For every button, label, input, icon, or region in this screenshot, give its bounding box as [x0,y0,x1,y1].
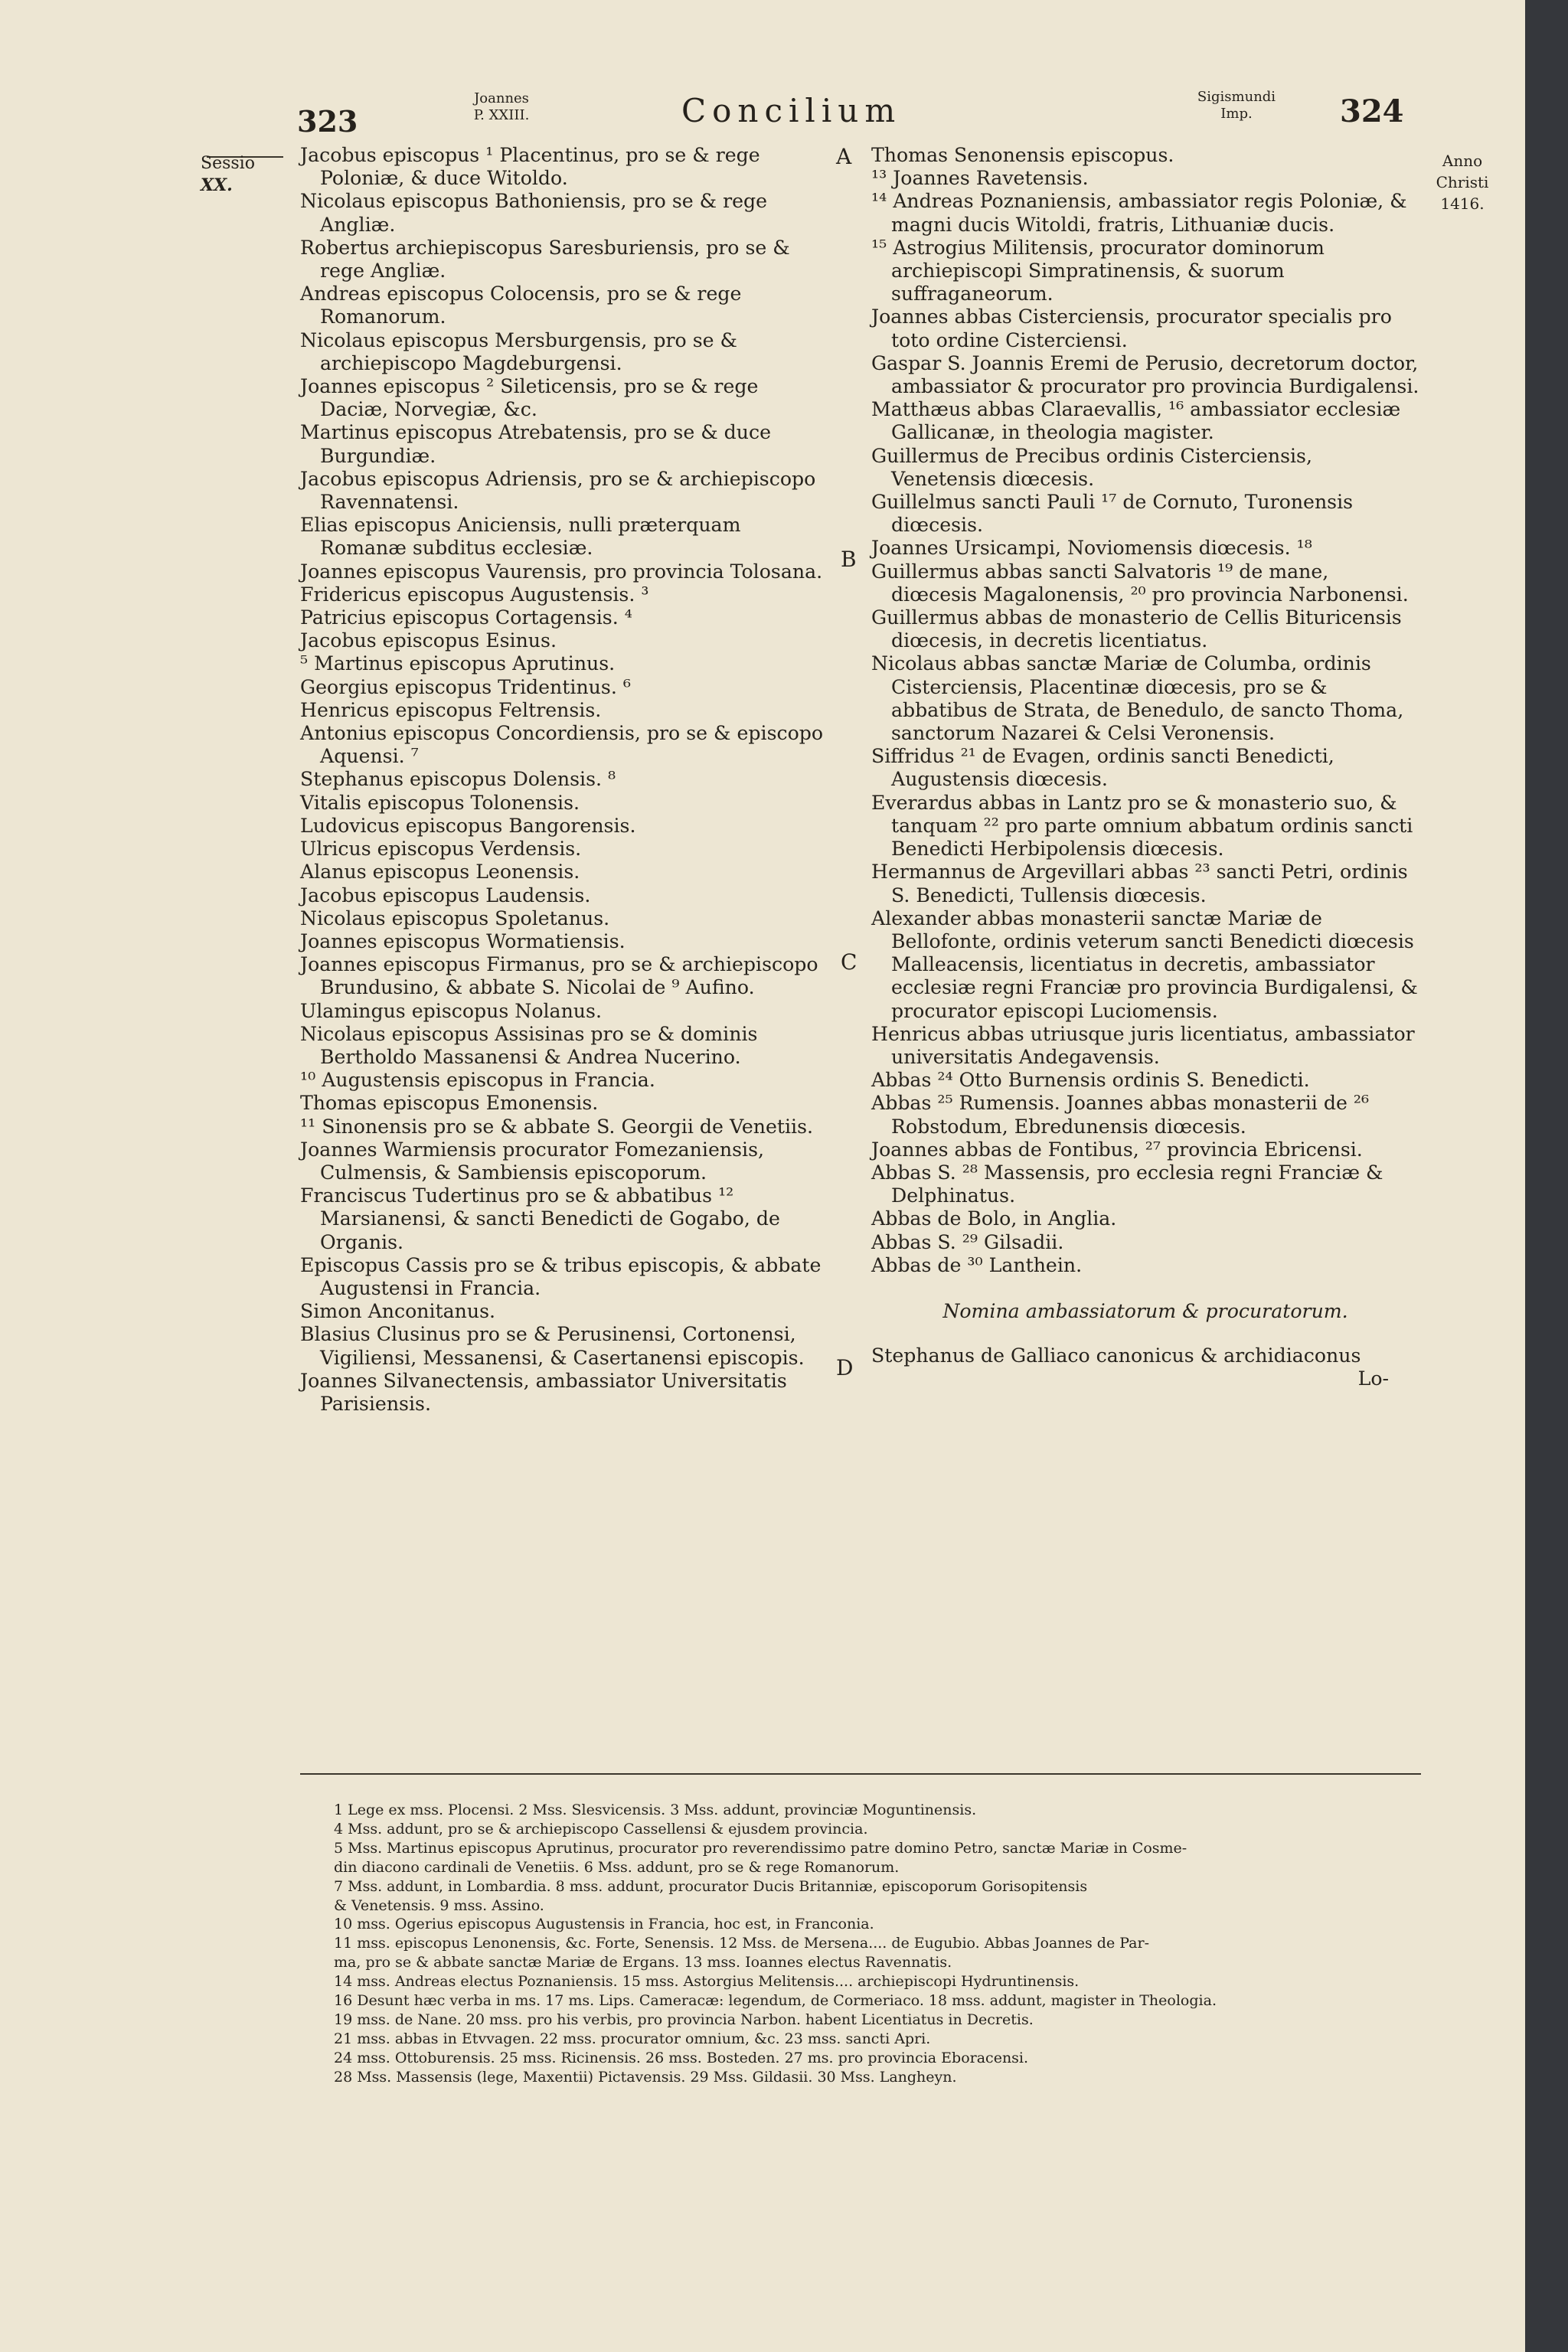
left-column [300,144,825,1416]
right-column [871,144,1419,1391]
left-entry: ¹¹ Sinonensis pro se & abbate S. Georgii de Venetiis. [300,1115,814,1138]
left-entry: Joannes Warmiensis procurator Fomezaniensis, Culmensis, & Sambiensis episcoporum. [300,1138,764,1184]
right-entry: Abbas de Bolo, in Anglia. [871,1207,1117,1230]
left-entry: Henricus episcopus Feltrensis. [300,698,602,721]
left-entry: Jacobus episcopus Adriensis, pro se & archiepiscopo Ravennatensi. [300,467,816,514]
running-title: Concilium [681,92,902,129]
right-entry: ¹³ Joannes Ravetensis. [871,167,1089,190]
right-tail-continuation: Lo- [1357,1367,1389,1390]
right-entry: Everardus abbas in Lantz pro se & monasterio suo, & tanquam ²² pro parte omnium abbatum ordinis sancti Benedicti Herbipolensis diœcesis. [871,791,1413,861]
anno-label: Anno [1442,152,1483,170]
right-entry: Alexander abbas monasterii sanctæ Mariæ de Bellofonte, ordinis veterum sancti Benedicti diœcesis Malleacensis, licentiatus in decretis, ambassiator ecclesiæ regni Franciæ pro provincia Burdigalensi, & procurator episcopi Luciomensis. [871,906,1418,1022]
running-head-left-line2: P. XXIII. [473,107,530,123]
left-entry: Joannes episcopus Wormatiensis. [300,929,626,952]
footnotes [334,1801,1413,2087]
running-head-left [459,90,544,124]
left-entry: Jacobus episcopus Laudensis. [300,884,591,906]
left-entry: Fridericus episcopus Augustensis. ³ [300,583,649,606]
right-entry: Siffridus ²¹ de Evagen, ordinis sancti Benedicti, Augustensis diœcesis. [871,745,1334,791]
christi-label: Christi [1436,173,1489,191]
left-entry: Thomas episcopus Emonensis. [300,1092,599,1115]
scan-edge [1525,0,1568,2352]
section-letter-d: D [836,1355,854,1380]
footnote-line: din diacono cardinali de Venetiis. 6 Mss. addunt, pro se & rege Romanorum. [334,1858,900,1876]
left-entry: Nicolaus episcopus Bathoniensis, pro se & rege Angliæ. [300,190,768,236]
running-head-right-line1: Sigismundi [1197,89,1276,105]
left-entry: Blasius Clusinus pro se & Perusinensi, Cortonensi, Vigiliensi, Messanensi, & Casertanensi episcopis. [300,1323,805,1369]
right-tail-line: Stephanus de Galliaco canonicus & archidiaconus [871,1344,1361,1367]
left-entry: Nicolaus episcopus Assisinas pro se & dominis Bertholdo Massanensi & Andrea Nucerino. [300,1022,758,1068]
right-entry: Hermannus de Argevillari abbas ²³ sancti Petri, ordinis S. Benedicti, Tullensis diœcesis. [871,861,1408,906]
left-entry: Ulamingus episcopus Nolanus. [300,999,602,1022]
right-entry: Guillermus de Precibus ordinis Cisterciensis, Venetensis diœcesis. [871,444,1312,490]
right-entry: Nicolaus abbas sanctæ Mariæ de Columba, ordinis Cisterciensis, Placentinæ diœcesis, pro se & abbatibus de Strata, de Benedulo, de sancto Thoma, sanctorum Nazarei & Celsi Veronensis. [871,652,1404,745]
left-entry: Franciscus Tudertinus pro se & abbatibus ¹² Marsianensi, & sancti Benedicti de Gogabo, de Organis. [300,1184,780,1253]
left-entry: Joannes Silvanectensis, ambassiator Universitatis Parisiensis. [300,1369,787,1415]
right-entry: ¹⁵ Astrogius Militensis, procurator dominorum archiepiscopi Simpratinensis, & suorum suffraganeorum. [871,236,1325,305]
right-entry: Joannes abbas de Fontibus, ²⁷ provincia Ebricensi. [871,1138,1363,1161]
right-entry: Henricus abbas utriusque juris licentiatus, ambassiator universitatis Andegavensis. [871,1022,1415,1068]
right-entry: Abbas ²⁵ Rumensis. Joannes abbas monasterii de ²⁶ Robstodum, Ebredunensis diœcesis. [871,1092,1370,1138]
year-margin-note [1424,150,1501,214]
right-entry: Joannes Ursicampi, Noviomensis diœcesis. ¹⁸ [871,537,1312,560]
footnote-line: 4 Mss. addunt, pro se & archiepiscopo Cassellensi & ejusdem provincia. [334,1820,868,1838]
left-entry: Simon Anconitanus. [300,1300,496,1323]
left-entry: Andreas episcopus Colocensis, pro se & rege Romanorum. [300,283,742,328]
footnote-line: & Venetensis. 9 mss. Assino. [334,1896,544,1914]
running-head-left-line1: Joannes [474,90,529,106]
right-entry: ¹⁴ Andreas Poznaniensis, ambassiator regis Poloniæ, & magni ducis Witoldi, fratris, Lithuaniæ ducis. [871,190,1407,236]
section-letter-b: B [841,547,857,572]
page-number-right: 324 [1340,93,1404,129]
section-heading: Nomina ambassiatorum & procuratorum. [942,1299,1348,1322]
left-entry: Martinus episcopus Atrebatensis, pro se & duce Burgundiæ. [300,421,772,467]
footnote-line: 5 Mss. Martinus episcopus Aprutinus, procurator pro reverendissimo patre domino Petro, sanctæ Mariæ in Cosme- [334,1839,1187,1857]
footnote-line: 11 mss. episcopus Lenonensis, &c. Forte, Senensis. 12 Mss. de Mersena.... de Eugubio. Abbas Joannes de Par- [334,1935,1149,1952]
right-entry: Abbas S. ²⁸ Massensis, pro ecclesia regni Franciæ & Delphinatus. [871,1161,1383,1207]
right-entry: Abbas ²⁴ Otto Burnensis ordinis S. Benedicti. [871,1069,1310,1092]
left-entry: Joannes episcopus ² Sileticensis, pro se & rege Daciæ, Norvegiæ, &c. [300,375,759,421]
footnote-rule [300,1773,1421,1775]
left-entry: Joannes episcopus Vaurensis, pro provincia Tolosana. [300,560,823,583]
left-entry: Stephanus episcopus Dolensis. ⁸ [300,768,616,791]
session-number: XX. [201,175,233,195]
right-entry: Abbas de ³⁰ Lanthein. [871,1253,1083,1276]
left-entry: Episcopus Cassis pro se & tribus episcopis, & abbate Augustensi in Francia. [300,1253,822,1299]
section-letter-a: A [836,144,852,169]
running-head-right [1179,89,1294,122]
left-entry: Nicolaus episcopus Spoletanus. [300,906,610,929]
section-letter-c: C [841,949,858,975]
left-entry: Nicolaus episcopus Mersburgensis, pro se & archiepiscopo Magdeburgensi. [300,328,737,374]
right-entry: Guillermus abbas sancti Salvatoris ¹⁹ de mane, diœcesis Magalonensis, ²⁰ pro provincia Narbonensi. [871,560,1409,606]
running-head-right-line2: Imp. [1220,106,1253,122]
left-entry: Elias episcopus Aniciensis, nulli præterquam Romanæ subditus ecclesiæ. [300,514,741,560]
session-margin-note [201,153,255,196]
footnote-line: 1 Lege ex mss. Plocensi. 2 Mss. Slesvicensis. 3 Mss. addunt, provinciæ Moguntinensis. [334,1802,977,1818]
right-entry: Matthæus abbas Claraevallis, ¹⁶ ambassiator ecclesiæ Gallicanæ, in theologia magister. [871,398,1401,444]
footnote-line: ma, pro se & abbate sanctæ Mariæ de Ergans. 13 mss. Ioannes electus Ravennatis. [334,1954,952,1971]
right-column-entries [871,144,1419,1277]
left-entry: Patricius episcopus Cortagensis. ⁴ [300,606,632,629]
right-entry: Thomas Senonensis episcopus. [871,144,1174,166]
footnote-line: 19 mss. de Nane. 20 mss. pro his verbis, pro provincia Narbon. habent Licentiatus in Decretis. [334,2011,1034,2028]
right-entry: Guillermus abbas de monasterio de Cellis Bituricensis diœcesis, in decretis licentiatus. [871,606,1402,652]
right-entry: Joannes abbas Cisterciensis, procurator specialis pro toto ordine Cisterciensi. [871,305,1392,351]
left-entry: Robertus archiepiscopus Saresburiensis, pro se & rege Angliæ. [300,236,790,283]
right-entry: Abbas S. ²⁹ Gilsadii. [871,1230,1064,1253]
left-entry: Georgius episcopus Tridentinus. ⁶ [300,675,631,698]
footnote-line: 21 mss. abbas in Etvvagen. 22 mss. procurator omnium, &c. 23 mss. sancti Apri. [334,2030,931,2047]
footnote-line: 7 Mss. addunt, in Lombardia. 8 mss. addunt, procurator Ducis Britanniæ, episcoporum Gorisopitensis [334,1877,1088,1895]
left-entry: Jacobus episcopus ¹ Placentinus, pro se & rege Poloniæ, & duce Witoldo. [300,144,760,190]
left-entry: ⁵ Martinus episcopus Aprutinus. [300,652,616,675]
left-entry: Jacobus episcopus Esinus. [300,629,557,652]
left-entry: Ludovicus episcopus Bangorensis. [300,814,636,837]
year-value: 1416. [1440,194,1485,213]
footnote-line: 28 Mss. Massensis (lege, Maxentii) Pictavensis. 29 Mss. Gildasii. 30 Mss. Langheyn. [334,2068,957,2086]
right-entry: Guillelmus sancti Pauli ¹⁷ de Cornuto, Turonensis diœcesis. [871,491,1354,537]
left-entry: Alanus episcopus Leonensis. [300,861,580,884]
session-label: Sessio [201,154,255,173]
footnote-line: 16 Desunt hæc verba in ms. 17 ms. Lips. Cameracæ: legendum, de Cormeriaco. 18 mss. addunt, magister in Theologia. [334,1992,1217,2010]
right-entry: Gaspar S. Joannis Eremi de Perusio, decretorum doctor, ambassiator & procurator pro provincia Burdigalensi. [871,351,1419,398]
left-entry: Antonius episcopus Concordiensis, pro se & episcopo Aquensi. ⁷ [300,722,824,768]
left-entry: ¹⁰ Augustensis episcopus in Francia. [300,1069,655,1092]
footnote-line: 24 mss. Ottoburensis. 25 mss. Ricinensis. 26 mss. Bosteden. 27 ms. pro provincia Eboracensi. [334,2049,1029,2066]
left-entry: Vitalis episcopus Tolonensis. [300,791,580,814]
left-entry: Ulricus episcopus Verdensis. [300,838,582,861]
left-entry: Joannes episcopus Firmanus, pro se & archiepiscopo Brundusino, & abbate S. Nicolai de ⁹ Aufino. [300,953,818,999]
footnote-line: 10 mss. Ogerius episcopus Augustensis in Francia, hoc est, in Franconia. [334,1916,874,1933]
page-number-left: 323 [297,104,358,139]
footnote-line: 14 mss. Andreas electus Poznaniensis. 15 mss. Astorgius Melitensis.... archiepiscopi Hydruntinensis. [334,1973,1080,1991]
